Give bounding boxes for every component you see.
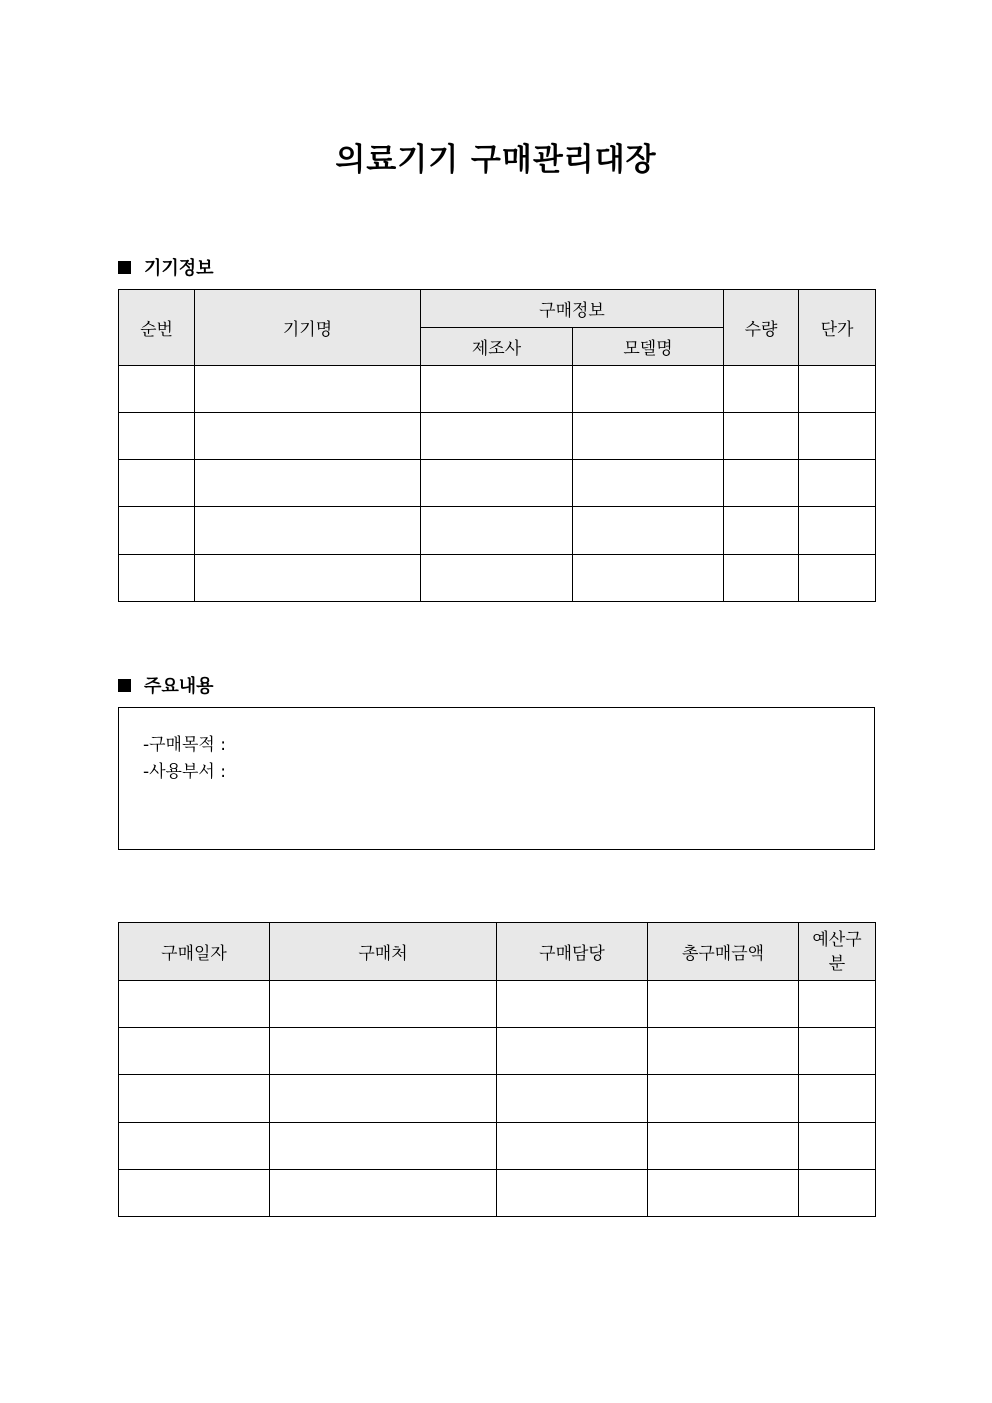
cell-seq[interactable]: [119, 413, 195, 460]
header-purchase-manager: 구매담당: [497, 923, 648, 981]
cell-device-name[interactable]: [195, 366, 421, 413]
table-row: [119, 555, 876, 602]
cell-unit-price[interactable]: [799, 413, 876, 460]
cell-manufacturer[interactable]: [421, 507, 573, 555]
cell-purchase-date[interactable]: [119, 981, 270, 1028]
cell-manufacturer[interactable]: [421, 366, 573, 413]
cell-vendor[interactable]: [270, 1170, 497, 1217]
cell-device-name[interactable]: [195, 507, 421, 555]
cell-model[interactable]: [573, 555, 724, 602]
cell-quantity[interactable]: [724, 507, 799, 555]
header-unit-price: 단가: [799, 290, 876, 366]
cell-purchase-manager[interactable]: [497, 1123, 648, 1170]
header-device-name: 기기명: [195, 290, 421, 366]
header-purchase-info: 구매정보: [421, 290, 724, 328]
header-vendor: 구매처: [270, 923, 497, 981]
cell-total-amount[interactable]: [648, 1170, 799, 1217]
header-purchase-date: 구매일자: [119, 923, 270, 981]
table-row: [119, 413, 876, 460]
cell-seq[interactable]: [119, 460, 195, 507]
cell-unit-price[interactable]: [799, 507, 876, 555]
cell-device-name[interactable]: [195, 460, 421, 507]
cell-manufacturer[interactable]: [421, 460, 573, 507]
table-row: [119, 981, 876, 1028]
cell-purchase-manager[interactable]: [497, 1075, 648, 1123]
purchase-table: [118, 922, 876, 1217]
cell-quantity[interactable]: [724, 413, 799, 460]
header-seq: 순번: [119, 290, 195, 366]
table-row: [119, 460, 876, 507]
square-bullet-icon: [118, 261, 131, 274]
page-title: 의료기기 구매관리대장: [335, 142, 657, 178]
cell-unit-price[interactable]: [799, 460, 876, 507]
cell-budget-category[interactable]: [799, 1170, 876, 1217]
cell-vendor[interactable]: [270, 1075, 497, 1123]
cell-purchase-manager[interactable]: [497, 1170, 648, 1217]
cell-seq[interactable]: [119, 366, 195, 413]
cell-vendor[interactable]: [270, 1028, 497, 1075]
device-info-table: [118, 289, 876, 602]
cell-budget-category[interactable]: [799, 981, 876, 1028]
table-row: [119, 1170, 876, 1217]
square-bullet-icon: [118, 679, 131, 692]
table-row: [119, 507, 876, 555]
cell-model[interactable]: [573, 366, 724, 413]
cell-quantity[interactable]: [724, 555, 799, 602]
cell-budget-category[interactable]: [799, 1075, 876, 1123]
header-quantity: 수량: [724, 290, 799, 366]
header-manufacturer: 제조사: [421, 328, 573, 366]
cell-budget-category[interactable]: [799, 1028, 876, 1075]
header-total-amount: 총구매금액: [648, 923, 799, 981]
header-budget-category: [799, 923, 876, 981]
cell-unit-price[interactable]: [799, 366, 876, 413]
cell-seq[interactable]: [119, 507, 195, 555]
table-row: [119, 366, 876, 413]
cell-device-name[interactable]: [195, 413, 421, 460]
table-row: [119, 1028, 876, 1075]
section-heading-content-label: 주요내용: [144, 676, 214, 697]
department-line: -사용부서 :: [143, 762, 226, 782]
section-heading-device-label: 기기정보: [144, 258, 214, 279]
table-row: [119, 1075, 876, 1123]
table-row: [119, 1123, 876, 1170]
cell-purchase-date[interactable]: [119, 1075, 270, 1123]
cell-total-amount[interactable]: [648, 981, 799, 1028]
cell-model[interactable]: [573, 413, 724, 460]
cell-purchase-date[interactable]: [119, 1170, 270, 1217]
cell-purchase-manager[interactable]: [497, 1028, 648, 1075]
cell-quantity[interactable]: [724, 366, 799, 413]
cell-model[interactable]: [573, 507, 724, 555]
cell-budget-category[interactable]: [799, 1123, 876, 1170]
header-budget-line2: 분: [828, 953, 846, 974]
header-model: 모델명: [573, 328, 724, 366]
content-box[interactable]: [118, 707, 875, 850]
cell-purchase-manager[interactable]: [497, 981, 648, 1028]
header-budget-line1: 예산구: [812, 929, 862, 950]
cell-unit-price[interactable]: [799, 555, 876, 602]
cell-vendor[interactable]: [270, 981, 497, 1028]
cell-manufacturer[interactable]: [421, 555, 573, 602]
cell-vendor[interactable]: [270, 1123, 497, 1170]
section-heading-device: [118, 254, 214, 280]
cell-model[interactable]: [573, 460, 724, 507]
cell-purchase-date[interactable]: [119, 1028, 270, 1075]
cell-quantity[interactable]: [724, 460, 799, 507]
cell-total-amount[interactable]: [648, 1028, 799, 1075]
purpose-line: -구매목적 :: [143, 735, 226, 755]
cell-total-amount[interactable]: [648, 1123, 799, 1170]
section-heading-content: [118, 672, 214, 698]
cell-manufacturer[interactable]: [421, 413, 573, 460]
cell-purchase-date[interactable]: [119, 1123, 270, 1170]
cell-device-name[interactable]: [195, 555, 421, 602]
cell-total-amount[interactable]: [648, 1075, 799, 1123]
cell-seq[interactable]: [119, 555, 195, 602]
